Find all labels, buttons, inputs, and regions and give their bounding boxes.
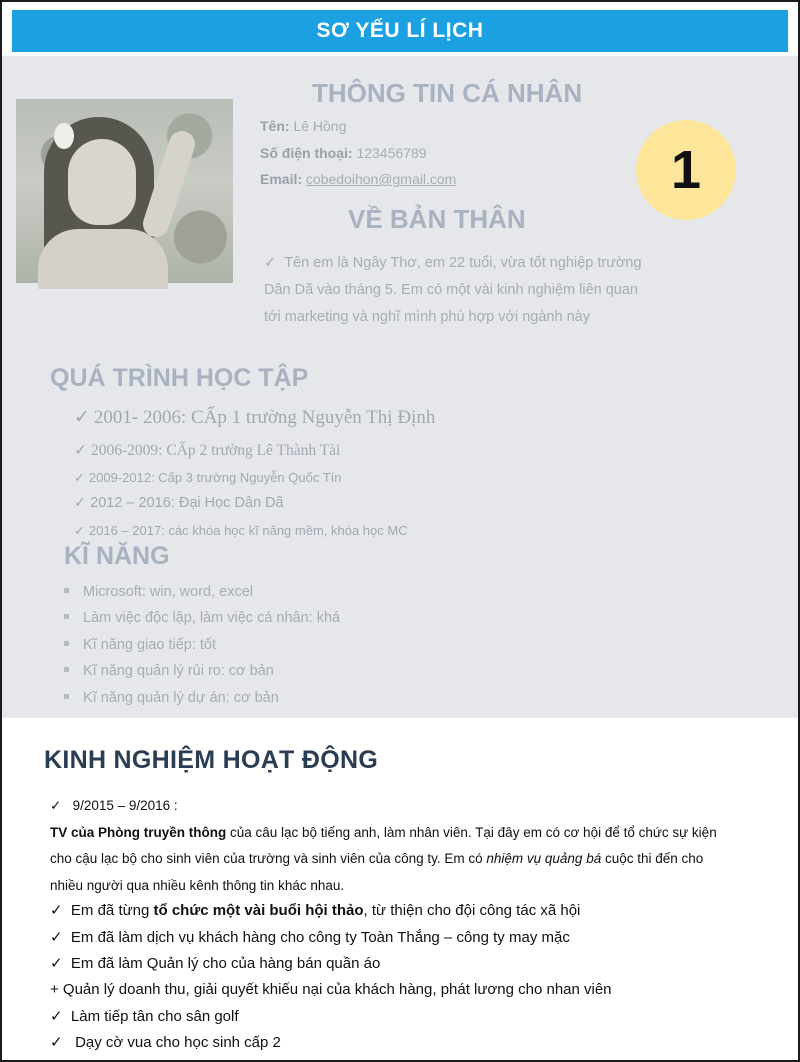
- check-icon: ✓: [74, 495, 87, 511]
- name-row: [260, 118, 346, 134]
- experience-item: ✓ Dạy cờ vua cho học sinh cấp 2: [50, 1034, 281, 1051]
- about-line-2: Dân Dã vào tháng 5. Em có một vài kinh nghiệm liên quan: [264, 282, 638, 298]
- check-icon: ✓: [50, 1034, 63, 1051]
- experience-paragraph-line-2: cho cậu lạc bộ cho sinh viên của trường và sinh viên của công ty. Em có nhiệm vụ quảng bá cuộc thi đến cho: [50, 851, 704, 866]
- experience-paragraph-line-3: nhiều người qua nhiều kênh thông tin khác nhau.: [50, 878, 345, 893]
- bullet-icon: [64, 694, 69, 699]
- bullet-icon: [64, 588, 69, 593]
- check-icon: ✓: [264, 255, 277, 271]
- education-item: ✓ 2006-2009: CẤp 2 trường Lê Thành Tài: [74, 442, 341, 459]
- experience-paragraph-line-1: TV của Phòng truyền thông của câu lạc bộ tiếng anh, làm nhân viên. Tại đây em có cơ hội để tổ chức sự kiện: [50, 825, 717, 840]
- template-number-badge: 1: [636, 120, 736, 220]
- education-item: ✓ 2001- 2006: CẤp 1 trường Nguyễn Thị Định: [74, 407, 436, 428]
- experience-item: ✓ Em đã làm dịch vụ khách hàng cho công ty Toàn Thắng – công ty may mặc: [50, 929, 570, 946]
- experience-item: ✓ Làm tiếp tân cho sân golf: [50, 1008, 239, 1025]
- phone-row: [260, 145, 427, 161]
- email-row: [260, 171, 456, 187]
- skill-item: Kĩ năng quản lý rủi ro: cơ bản: [64, 663, 274, 679]
- skill-item: Làm việc độc lập, làm việc cá nhân: khá: [64, 610, 340, 626]
- experience-item: + Quản lý doanh thu, giải quyết khiếu nại của khách hàng, phát lương cho nhan viên: [50, 981, 612, 998]
- bullet-icon: [64, 614, 69, 619]
- check-icon: ✓: [50, 929, 63, 946]
- phone-label: Số điện thoại:: [260, 145, 353, 161]
- education-item: ✓ 2016 – 2017: các khóa học kĩ năng mềm, khóa học MC: [74, 523, 408, 538]
- name-label: Tên:: [260, 118, 290, 134]
- check-icon: ✓: [74, 523, 85, 538]
- name-value: Lê Hồng: [293, 118, 347, 134]
- personal-info-heading: THÔNG TIN CÁ NHÂN: [312, 78, 583, 108]
- profile-photo: [16, 99, 233, 283]
- check-icon: ✓: [74, 407, 90, 428]
- check-icon: ✓: [50, 902, 63, 919]
- about-me-text: [264, 250, 694, 331]
- skills-heading: KĨ NĂNG: [64, 542, 170, 570]
- phone-value: 123456789: [356, 145, 427, 161]
- check-icon: ✓: [50, 1008, 63, 1025]
- bullet-icon: [64, 667, 69, 672]
- bullet-icon: [64, 641, 69, 646]
- experience-item: ✓ Em đã làm Quản lý cho của hàng bán quần áo: [50, 955, 381, 972]
- experience-item: ✓ Em đã từng tổ chức một vài buổi hội thảo, từ thiện cho đội công tác xã hội: [50, 902, 581, 919]
- skill-item: Kĩ năng giao tiếp: tốt: [64, 637, 216, 653]
- email-label: Email:: [260, 171, 303, 187]
- education-item: ✓ 2009-2012: Cấp 3 trường Nguyễn Quốc Tín: [74, 470, 342, 485]
- check-icon: ✓: [50, 798, 62, 813]
- education-heading: QUÁ TRÌNH HỌC TẬP: [50, 364, 309, 392]
- check-icon: ✓: [74, 442, 87, 459]
- experience-period: ✓ 9/2015 – 9/2016 :: [50, 798, 178, 813]
- check-icon: ✓: [74, 470, 85, 485]
- check-icon: ✓: [50, 955, 63, 972]
- experience-heading: KINH NGHIỆM HOẠT ĐỘNG: [44, 746, 379, 774]
- resume-title-banner: SƠ YẾU LÍ LỊCH: [12, 10, 788, 52]
- education-item: ✓ 2012 – 2016: Đại Học Dân Dã: [74, 495, 284, 511]
- email-link[interactable]: cobedoihon@gmail.com: [305, 171, 457, 187]
- about-line-3: tới marketing và nghĩ mình phù hợp với ngành này: [264, 309, 590, 325]
- about-line-1: Tên em là Ngây Thơ, em 22 tuổi, vừa tốt nghiệp trường: [284, 255, 642, 271]
- skill-item: Kĩ năng quản lý dự án: cơ bản: [64, 690, 279, 706]
- skill-item: Microsoft: win, word, excel: [64, 584, 253, 600]
- about-me-heading: VỀ BẢN THÂN: [348, 204, 526, 234]
